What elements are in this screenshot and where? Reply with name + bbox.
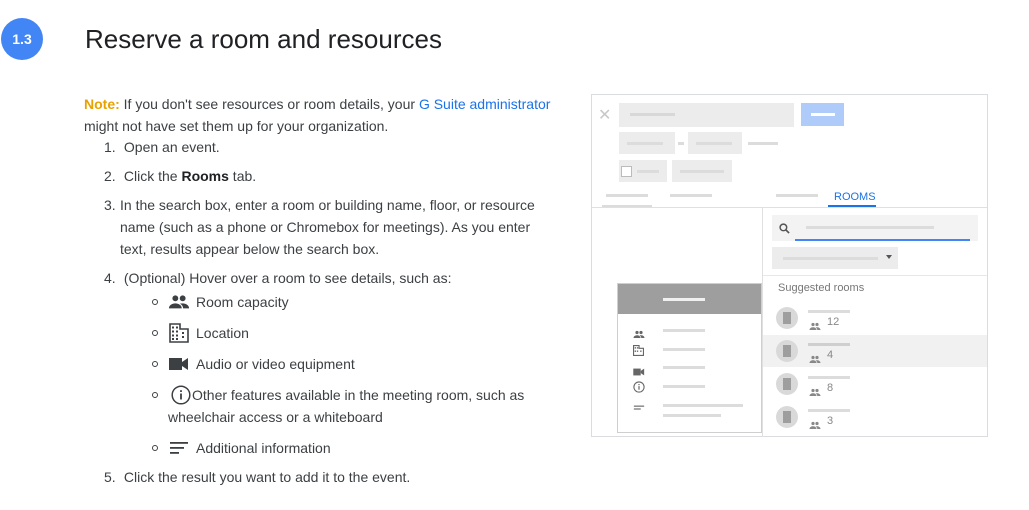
room-capacity: 8 — [827, 382, 834, 394]
people-icon — [809, 417, 821, 435]
tabs-divider — [592, 207, 987, 208]
detail-text: Location — [196, 325, 249, 341]
placeholder-line — [680, 170, 724, 173]
videocam-icon — [168, 353, 190, 375]
bullet-circle — [152, 445, 158, 451]
room-details-card — [617, 283, 762, 433]
door-glyph — [783, 345, 791, 357]
placeholder-line — [663, 329, 705, 332]
building-icon — [168, 322, 190, 344]
placeholder-line — [811, 113, 835, 116]
placeholder-line — [678, 142, 684, 145]
placeholder-line — [663, 366, 705, 369]
step-text: (Optional) Hover over a room to see details, such as: — [123, 270, 452, 286]
room-capacity: 4 — [827, 349, 834, 361]
people-icon — [809, 318, 821, 336]
step-number: 2. — [104, 168, 116, 184]
rooms-tab-illustration — [591, 94, 988, 437]
step-number: 1. — [104, 139, 116, 155]
placeholder-line — [808, 376, 850, 379]
tab-placeholder — [776, 194, 818, 197]
search-icon — [779, 221, 790, 239]
videocam-icon — [633, 363, 645, 381]
bullet-circle — [152, 330, 158, 336]
detail-text: Other features available in the meeting room, such as wheelchair access or a whiteboard — [168, 387, 525, 425]
people-icon — [809, 351, 821, 369]
step-number: 5. — [104, 469, 116, 485]
building-icon — [633, 343, 644, 361]
tab-placeholder — [670, 194, 712, 197]
placeholder-line — [663, 348, 705, 351]
dropdown-arrow-icon — [886, 255, 892, 259]
door-glyph — [783, 312, 791, 324]
placeholder-line — [630, 113, 675, 116]
room-row — [763, 368, 987, 400]
people-icon — [633, 326, 645, 344]
placeholder-line — [783, 257, 878, 260]
rooms-tab-reference: Rooms — [181, 168, 229, 184]
bullet-circle — [152, 392, 158, 398]
placeholder-line — [748, 142, 778, 145]
note-text-after: might not have set them up for your organization. — [84, 118, 389, 134]
rooms-tab: ROOMS — [834, 191, 876, 203]
step-text: Open an event. — [123, 139, 220, 155]
placeholder-line — [663, 385, 705, 388]
tab-placeholder — [606, 194, 648, 197]
step-badge: 1.3 — [1, 18, 43, 60]
door-glyph — [783, 378, 791, 390]
door-glyph — [783, 411, 791, 423]
notes-icon — [633, 400, 645, 418]
step-number: 4. — [104, 270, 116, 286]
notes-icon — [168, 437, 190, 459]
step-2 — [104, 165, 564, 187]
placeholder-line — [808, 343, 850, 346]
bullet-circle — [152, 299, 158, 305]
detail-text: Room capacity — [196, 294, 289, 310]
placeholder-line — [637, 170, 659, 173]
room-row — [763, 302, 987, 334]
detail-text: Additional information — [196, 440, 331, 456]
placeholder-line — [663, 298, 705, 301]
step-number: 3. — [104, 197, 116, 213]
step-1 — [104, 136, 564, 158]
suggested-rooms-label: Suggested rooms — [778, 282, 865, 294]
placeholder-line — [627, 142, 663, 145]
search-underline — [795, 239, 970, 241]
detail-text: Audio or video equipment — [196, 356, 355, 372]
placeholder-line — [808, 310, 850, 313]
placeholder-line — [663, 404, 743, 407]
placeholder-line — [806, 226, 934, 229]
placeholder-line — [663, 414, 721, 417]
step-4 — [104, 267, 564, 289]
info-icon — [633, 380, 645, 398]
step-text: In the search box, enter a room or building name, floor, or resource name (such as a phone or Chromebox for meetings). As you enter text, results appear below the search box. — [120, 197, 535, 257]
step-text: Click the result you want to add it to the event. — [123, 469, 411, 485]
placeholder-line — [808, 409, 850, 412]
room-capacity: 3 — [827, 415, 834, 427]
bullet-circle — [152, 361, 158, 367]
step-text-post: tab. — [228, 168, 257, 184]
room-row — [763, 335, 987, 367]
note-label: Note: — [84, 96, 120, 112]
placeholder-line — [696, 142, 732, 145]
people-icon — [168, 291, 190, 313]
note-paragraph — [84, 93, 564, 137]
checkbox-placeholder — [621, 166, 632, 177]
room-capacity: 12 — [827, 316, 840, 328]
filter-divider — [763, 275, 987, 276]
people-icon — [809, 384, 821, 402]
step-5 — [104, 466, 564, 488]
step-text-pre: Click the — [123, 168, 182, 184]
step-3 — [104, 194, 564, 260]
admin-link[interactable]: G Suite administrator — [418, 96, 551, 112]
note-text-before: If you don't see resources or room details, your — [119, 96, 419, 112]
room-row — [763, 401, 987, 433]
page-title: Reserve a room and resources — [85, 24, 442, 54]
close-icon: ✕ — [598, 107, 612, 124]
